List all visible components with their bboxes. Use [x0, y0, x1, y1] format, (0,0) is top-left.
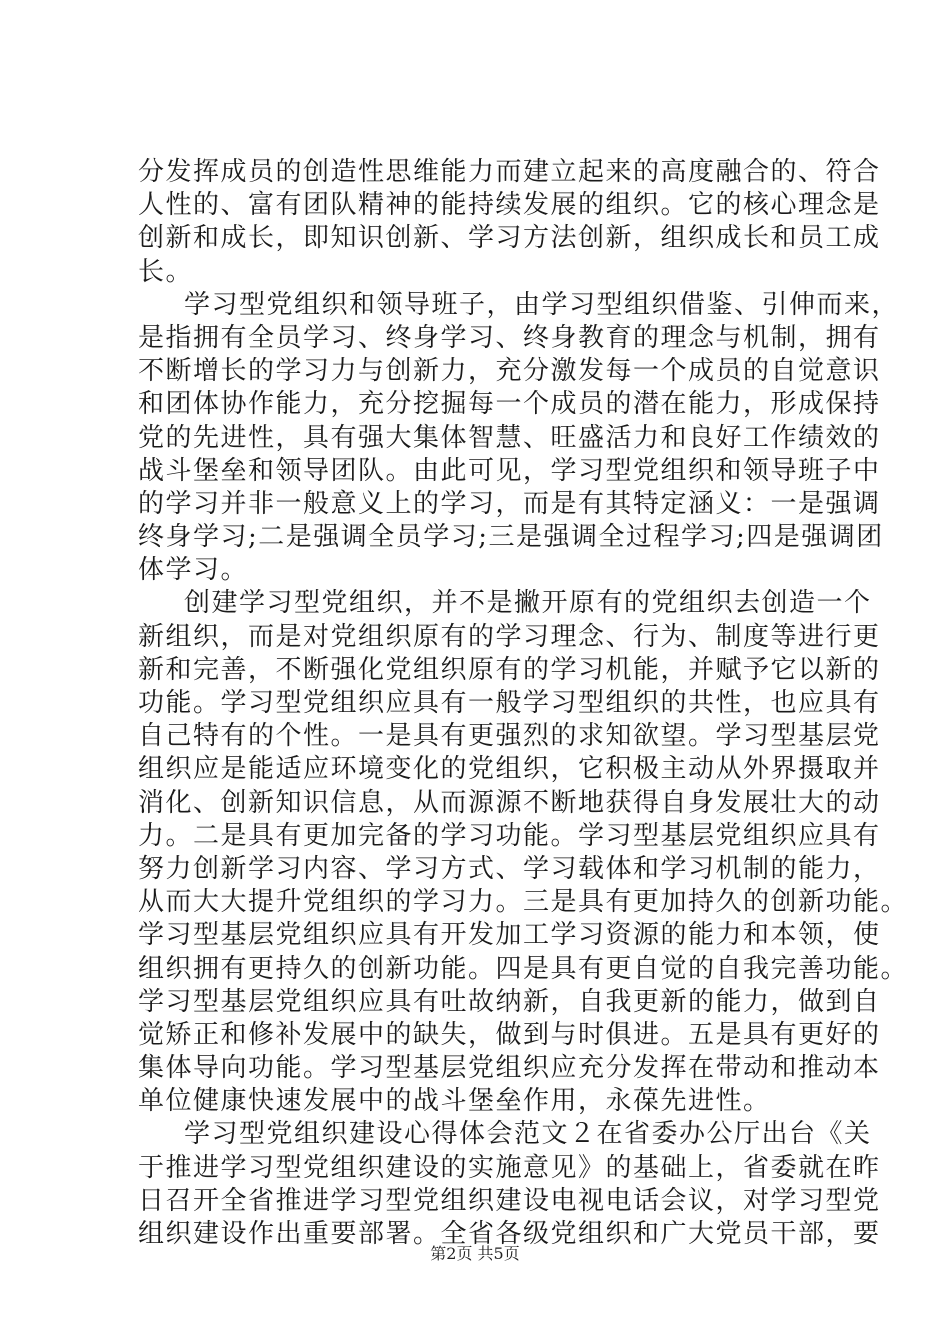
text-line-content: 于推进学习型党组织建设的实施意见》的基础上，省委就在昨 — [138, 1152, 881, 1183]
text-line-content: 长。 — [138, 256, 194, 287]
text-line-content: 学习型党组织和领导班子，由学习型组织借鉴、引伸而来， — [184, 289, 900, 320]
text-line — [138, 1152, 881, 1185]
text-line — [138, 919, 881, 952]
document-body — [138, 156, 909, 1251]
text-line-content: 功能。学习型党组织应具有一般学习型组织的共性，也应具有 — [138, 688, 881, 718]
text-line — [138, 222, 881, 255]
text-line — [138, 256, 838, 289]
text-line-content: 新组织，而是对党组织原有的学习理念、行为、制度等进行更 — [138, 621, 881, 652]
text-line-content: 从而大大提升党组织的学习力。三是具有更加持久的创新功能。 — [138, 887, 909, 918]
text-line-content: 人性的、富有团队精神的能持续发展的组织。它的核心理念是 — [138, 190, 881, 221]
text-line-content: 党的先进性，具有强大集体智慧、旺盛活力和良好工作绩效的 — [138, 422, 881, 453]
text-line-content: 集体导向功能。学习型基层党组织应充分发挥在带动和推动本 — [138, 1053, 881, 1084]
text-line — [138, 1085, 838, 1118]
text-line-content: 组织应是能适应环境变化的党组织，它积极主动从外界摄取并 — [138, 754, 881, 785]
text-line — [138, 1019, 881, 1052]
text-line — [138, 621, 881, 654]
text-line-content: 组织建设作出重要部署。全省各级党组织和广大党员干部，要 — [138, 1219, 881, 1249]
text-line — [138, 953, 909, 986]
text-line — [138, 189, 881, 222]
text-line-content: 日召开全省推进学习型党组织建设电视电话会议，对学习型党 — [138, 1185, 881, 1216]
text-line — [138, 1185, 881, 1218]
text-line-content: 组织拥有更持久的创新功能。四是具有更自觉的自我完善功能。 — [138, 953, 909, 984]
text-line — [138, 753, 881, 786]
text-line — [138, 322, 881, 355]
text-line-content: 是指拥有全员学习、终身学习、终身教育的理念与机制，拥有 — [138, 322, 881, 353]
text-line-content: 分发挥成员的创造性思维能力而建立起来的高度融合的、符合 — [138, 157, 881, 187]
page-footer: 第2页 共5页 — [430, 1244, 520, 1263]
text-line-content: 终身学习;二是强调全员学习;三是强调全过程学习;四是强调团 — [138, 522, 884, 553]
text-line — [138, 1052, 881, 1085]
text-line-content: 战斗堡垒和领导团队。由此可见，学习型党组织和领导班子中 — [138, 455, 881, 486]
text-line — [138, 156, 881, 189]
text-line-content: 创建学习型党组织，并不是撇开原有的党组织去创造一个 — [184, 588, 872, 619]
text-line-content: 觉矫正和修补发展中的缺失，做到与时俱进。五是具有更好的 — [138, 1019, 881, 1050]
text-line-content: 和团体协作能力，充分挖掘每一个成员的潜在能力，形成保持 — [138, 389, 881, 420]
text-line — [138, 986, 881, 1019]
text-line — [138, 654, 881, 687]
text-line — [138, 1118, 872, 1151]
text-line — [138, 554, 838, 587]
text-line-content: 的学习并非一般意义上的学习，而是有其特定涵义：一是强调 — [138, 488, 881, 519]
text-line-content: 新和完善，不断强化党组织原有的学习机能，并赋予它以新的 — [138, 654, 881, 685]
text-line — [138, 720, 881, 753]
text-line-content: 学习型基层党组织应具有吐故纳新，自我更新的能力，做到自 — [138, 986, 881, 1017]
text-line — [138, 853, 881, 886]
text-line-content: 自己特有的个性。一是具有更强烈的求知欲望。学习型基层党 — [138, 721, 881, 752]
text-line — [138, 289, 900, 322]
text-line — [138, 422, 881, 455]
text-line — [138, 787, 881, 820]
text-line-content: 不断增长的学习力与创新力，充分激发每一个成员的自觉意识 — [138, 356, 881, 387]
text-line-content: 创新和成长，即知识创新、学习方法创新，组织成长和员工成 — [138, 223, 881, 254]
text-line-content: 体学习。 — [138, 555, 249, 586]
text-line-content: 消化、创新知识信息，从而源源不断地获得自身发展壮大的动 — [138, 787, 881, 818]
text-line — [138, 488, 881, 521]
text-line — [138, 355, 881, 388]
text-line — [138, 521, 884, 554]
text-line — [138, 455, 881, 488]
text-line-content: 单位健康快速发展中的战斗堡垒作用，永葆先进性。 — [138, 1086, 771, 1117]
text-line-content: 努力创新学习内容、学习方式、学习载体和学习机制的能力， — [138, 853, 881, 884]
text-line — [138, 820, 881, 853]
text-line-content: 学习型党组织建设心得体会范文２在省委办公厅出台《关 — [184, 1119, 872, 1150]
text-line-content: 学习型基层党组织应具有开发加工学习资源的能力和本领，使 — [138, 920, 881, 951]
text-line-content: 力。二是具有更加完备的学习功能。学习型基层党组织应具有 — [138, 820, 881, 851]
text-line — [138, 388, 881, 421]
text-line — [138, 587, 872, 620]
text-line — [138, 687, 881, 720]
text-line — [138, 886, 909, 919]
